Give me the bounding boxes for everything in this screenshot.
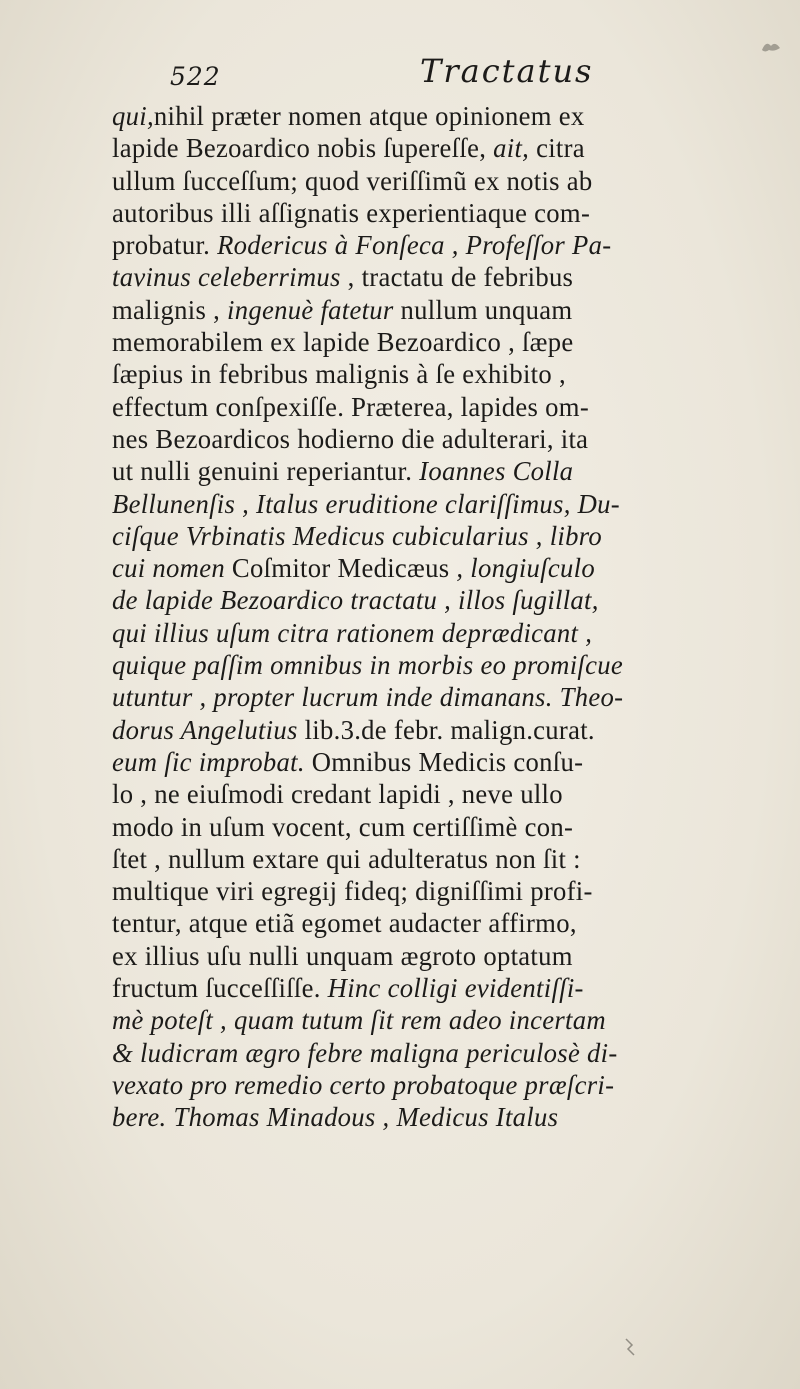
- text-line: [112, 811, 724, 843]
- roman-segment: lib.3.de febr. malign.curat.: [297, 714, 595, 745]
- text-line: [112, 584, 724, 616]
- roman-segment: ſtet , nullum extare qui adulteratus non ſit :: [112, 843, 581, 874]
- italic-segment: quique paſſim omnibus in morbis eo promiſcue: [112, 650, 623, 681]
- text-line: [112, 907, 724, 939]
- italic-segment: ciſque Vrbinatis Medicus cubicularius , libro: [112, 520, 603, 551]
- page-header: [170, 52, 640, 102]
- roman-segment: malignis ,: [112, 294, 228, 325]
- text-line: [112, 132, 724, 164]
- roman-segment: nihil præter nomen atque opinionem ex: [153, 101, 585, 131]
- text-line: [112, 843, 724, 875]
- text-line: [112, 455, 724, 487]
- page-number: 522: [170, 62, 221, 91]
- italic-segment: vexato pro remedio certo probatoque præſcri-: [112, 1069, 615, 1100]
- text-line: [112, 391, 724, 423]
- roman-segment: multique viri egregij fideq; digniſſimi profi-: [112, 876, 593, 907]
- text-line: [112, 100, 724, 132]
- text-line: [112, 1004, 724, 1036]
- text-line: [112, 1037, 724, 1069]
- italic-segment: mè poteſt , quam tutum ſit rem adeo incertam: [112, 1005, 606, 1036]
- text-line: [112, 229, 724, 261]
- roman-segment: ſæpius in febribus malignis à ſe exhibito ,: [112, 359, 566, 390]
- italic-segment: cui nomen: [112, 553, 232, 584]
- text-line: [112, 1101, 724, 1133]
- roman-segment: fructum ſucceſſiſſe.: [112, 973, 328, 1004]
- italic-segment: qui,: [112, 101, 154, 131]
- italic-segment: Hinc colligi evidentiſſi-: [327, 973, 584, 1004]
- italic-segment: bere. Thomas Minadous , Medicus Italus: [112, 1102, 559, 1133]
- italic-segment: de lapide Bezoardico tractatu , illos ſugillat,: [112, 585, 599, 616]
- text-line: [112, 972, 724, 1004]
- roman-segment: modo in uſum vocent, cum certiſſimè con-: [112, 811, 574, 842]
- roman-segment: Omnibus Medicis conſu-: [304, 746, 584, 777]
- text-line: [112, 940, 724, 972]
- text-line: [112, 1069, 724, 1101]
- text-line: [112, 326, 724, 358]
- roman-segment: ut nulli genuini reperiantur.: [112, 456, 420, 487]
- text-line: [112, 488, 724, 520]
- text-line: [112, 746, 724, 778]
- text-line: [112, 649, 724, 681]
- text-line: [112, 165, 724, 197]
- text-line: [112, 875, 724, 907]
- roman-segment: ullum ſucceſſum; quod veriſſimũ ex notis ab: [112, 165, 593, 196]
- text-line: [112, 520, 724, 552]
- text-line: [112, 197, 724, 229]
- italic-segment: Rodericus à Fonſeca , Profeſſor Pa-: [217, 230, 612, 261]
- roman-segment: lapide Bezoardico nobis ſupereſſe,: [112, 133, 494, 164]
- body-text: [112, 100, 732, 1134]
- text-line: [112, 552, 724, 584]
- italic-segment: Bellunenſis , Italus eruditione clariſſimus, Du-: [112, 488, 620, 519]
- roman-segment: tentur, atque etiã egomet audacter affirmo,: [112, 908, 577, 939]
- italic-segment: eum ſic improbat.: [112, 746, 305, 777]
- catchword-mark: [620, 1335, 640, 1359]
- roman-segment: , tractatu de febribus: [340, 262, 574, 293]
- text-line: [112, 714, 724, 746]
- italic-segment: utuntur , propter lucrum inde dimanans. Theo-: [112, 682, 624, 713]
- roman-segment: citra: [529, 133, 585, 164]
- text-line: [112, 261, 724, 293]
- italic-segment: & ludicram ægro febre maligna periculosè di-: [112, 1037, 618, 1068]
- text-line: [112, 423, 724, 455]
- ink-smudge-mark: [760, 38, 782, 54]
- running-title: Tractatus: [420, 52, 594, 90]
- roman-segment: ex illius uſu nulli unquam ægroto optatum: [112, 940, 573, 971]
- roman-segment: autoribus illi aſſignatis experientiaque com-: [112, 197, 591, 228]
- roman-segment: memorabilem ex lapide Bezoardico , ſæpe: [112, 327, 574, 358]
- text-line: [112, 778, 724, 810]
- italic-segment: ingenuè fatetur: [227, 294, 394, 325]
- roman-segment: effectum conſpexiſſe. Prӕterea, lapides om-: [112, 391, 590, 422]
- roman-segment: probatur.: [112, 230, 218, 261]
- roman-segment: Coſmitor Medicæus: [231, 553, 450, 584]
- italic-segment: Ioannes Colla: [419, 456, 574, 487]
- italic-segment: ait,: [493, 133, 530, 164]
- roman-segment: nes Bezoardicos hodierno die adulterari, ita: [112, 423, 589, 454]
- italic-segment: tavinus celeberrimus: [112, 262, 341, 293]
- text-line: [112, 617, 724, 649]
- text-line: [112, 294, 724, 326]
- italic-segment: , longiuſculo: [449, 553, 595, 584]
- italic-segment: dorus Angelutius: [112, 714, 298, 745]
- roman-segment: lo , ne eiuſmodi credant lapidi , neve ullo: [112, 779, 563, 810]
- text-line: [112, 681, 724, 713]
- italic-segment: qui illius uſum citra rationem deprædicant ,: [112, 617, 593, 648]
- roman-segment: nullum unquam: [393, 294, 573, 325]
- text-line: [112, 358, 724, 390]
